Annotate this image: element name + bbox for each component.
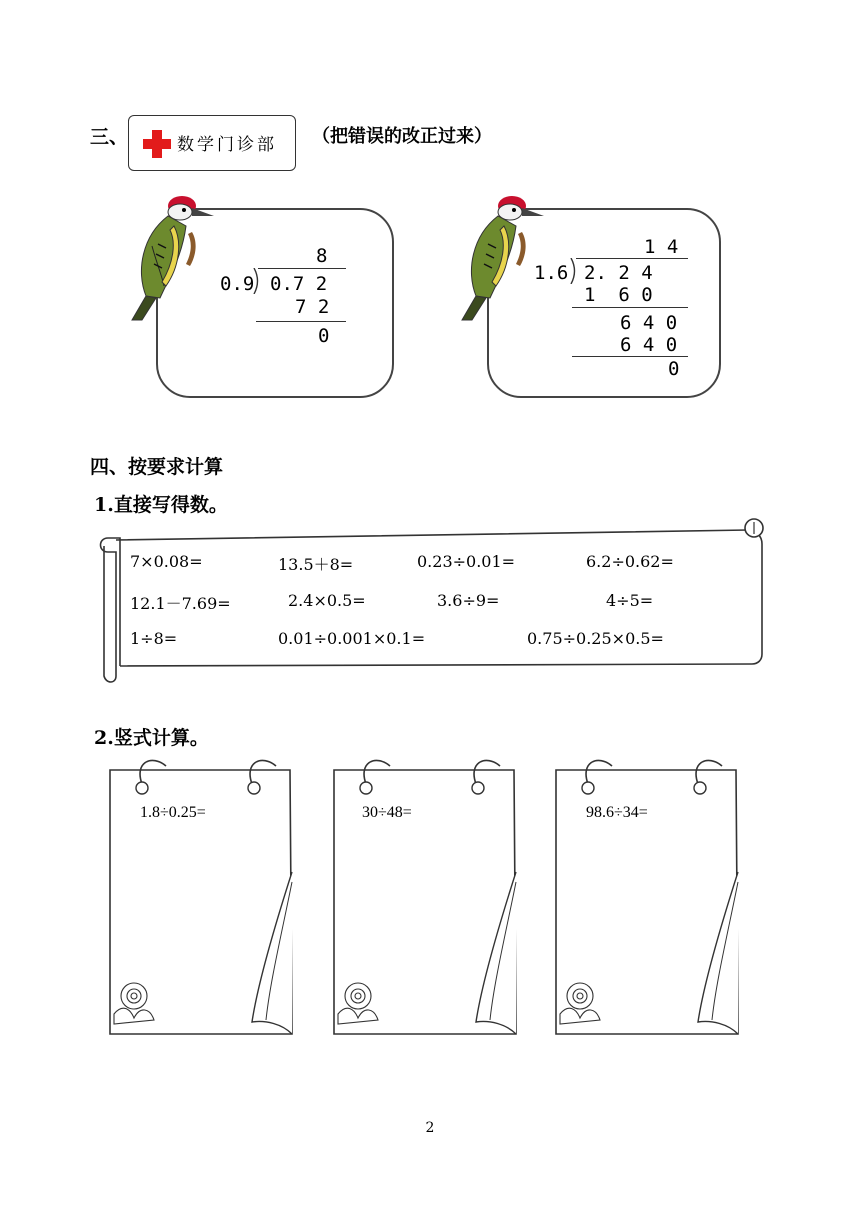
section-3-label: 三、 [90,126,129,148]
mental-item: 7×0.08= [130,552,203,571]
problem-a-divisor: 0.9 [220,273,255,295]
mental-item: 12.1－7.69= [130,594,231,613]
problem-b-row3: 6 4 0 [620,334,678,356]
division-bracket-icon [569,258,579,284]
mental-item: 6.2÷0.62= [586,552,674,571]
problem-b-remainder: 0 [668,358,680,380]
subsection-1-title: 1.直接写得数。 [94,494,228,516]
problem-b-dividend: 2. 2 4 [584,262,653,284]
problem-b-divisor: 1.6 [534,262,569,284]
badge-text: 数学门诊部 [177,135,277,155]
problem-a-row1: 7 2 [295,296,330,318]
problem-a-remainder: 0 [318,325,330,347]
notepad-2 [330,752,520,1042]
red-cross-icon [143,130,171,158]
written-problem-1: 1.8÷0.25= [140,804,206,821]
problem-b-line-1 [572,307,688,308]
mental-item: 0.23÷0.01= [417,552,516,571]
mental-item: 3.6÷9= [437,591,500,610]
section-4-title: 四、按要求计算 [90,456,224,478]
page-number: 2 [425,1120,435,1136]
subsection-2-title: 2.竖式计算。 [94,727,209,749]
problem-a-dividend: 0.7 2 [270,273,328,295]
problem-b-bar [576,258,688,259]
mental-item: 4÷5= [606,591,654,610]
woodpecker-icon [122,186,218,326]
notepad-1 [106,752,296,1042]
mental-item: 0.01÷0.001×0.1= [278,629,426,648]
problem-b-row2: 6 4 0 [620,312,678,334]
mental-item: 0.75÷0.25×0.5= [527,629,664,648]
problem-b-quotient: 1 4 [644,236,679,258]
woodpecker-icon [452,186,548,326]
notepad-3 [552,752,742,1042]
problem-b-row1: 1 6 0 [584,284,653,306]
section-3-hint: （把错误的改正过来） [312,126,492,147]
mental-item: 1÷8= [130,629,178,648]
mental-item: 13.5＋8= [278,555,354,574]
mental-item: 2.4×0.5= [288,591,366,610]
problem-b-line-2 [572,356,688,357]
math-clinic-badge [128,115,296,171]
written-problem-3: 98.6÷34= [586,804,648,821]
written-problem-2: 30÷48= [362,804,412,821]
problem-a-line [256,321,346,322]
problem-a-quotient: 8 [316,245,328,267]
problem-a-bar [258,268,346,269]
